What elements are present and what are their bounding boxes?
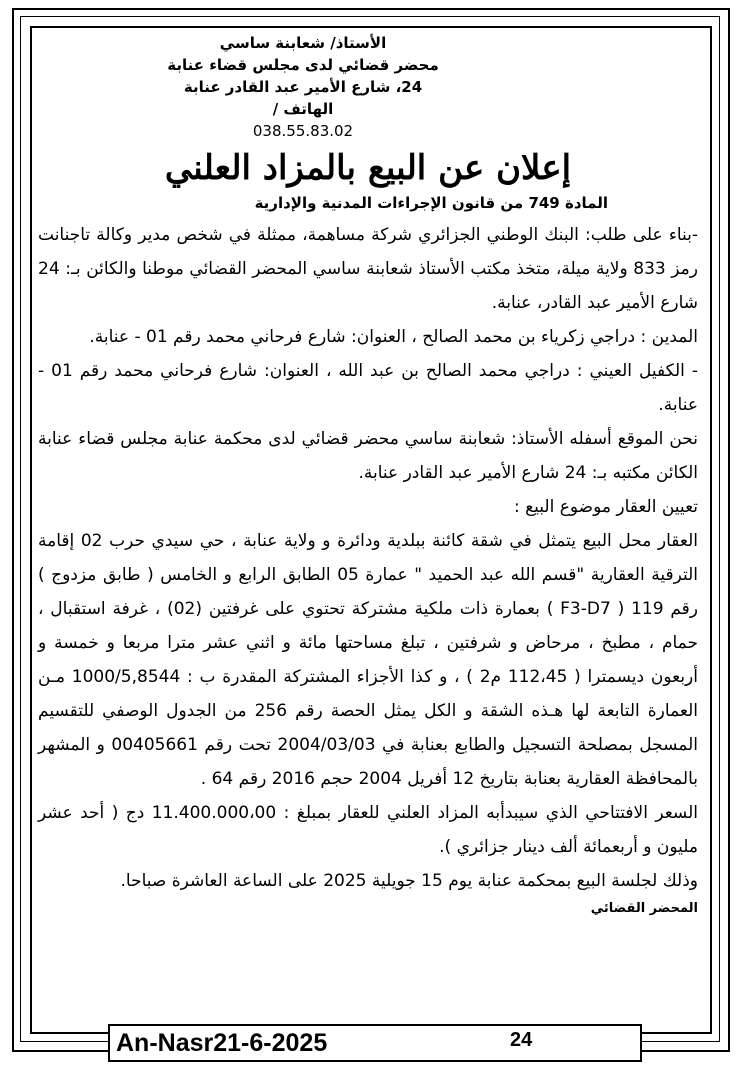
publication-date: An-Nasr21-6-2025	[116, 1028, 328, 1057]
header-block	[38, 32, 568, 142]
paragraph-requester: -بناء على طلب: البنك الوطني الجزائري شركة مساهمة، ممثلة في شخص مدير وكالة تاجنانت رمز 833 ولاية ميلة، متخذ مكتب الأستاذ شعابنة ساسي المحضر القضائي موطنا والكائن بـ: 24 شارع الأمير عبد القادر، عنابة.	[38, 225, 698, 313]
lawyer-name: الأستاذ/ شعابنة ساسي	[219, 34, 387, 52]
office-address: 24، شارع الأمير عبد القادر عنابة	[183, 78, 423, 96]
signature: المحضر القضائي	[590, 901, 698, 916]
notice-body	[38, 218, 698, 898]
notice-content	[38, 32, 698, 920]
paragraph-bailiff: نحن الموقع أسفله الأستاذ: شعابنة ساسي محضر قضائي لدى محكمة عنابة مجلس قضاء عنابة الكائن مكتبه بـ: 24 شارع الأمير عبد القادر عنابة.	[38, 429, 698, 483]
phone-number: 038.55.83.02	[252, 122, 354, 140]
legal-article: المادة 749 من قانون الإجراءات المدنية والإدارية	[254, 194, 608, 212]
paragraph-property-heading: تعيين العقار موضوع البيع :	[513, 497, 698, 517]
paragraph-sale-session: وذلك لجلسة البيع بمحكمة عنابة يوم 15 جويلية 2025 على الساعة العاشرة صباحا.	[120, 871, 698, 891]
phone-label: الهاتف /	[272, 100, 334, 118]
footer-bar	[108, 1024, 642, 1062]
paragraph-guarantor: - الكفيل العيني : دراجي محمد الصالح بن عبد الله ، العنوان: شارع فرحاني محمد رقم 01 - عنابة.	[38, 361, 699, 415]
page-number: 24	[510, 1029, 533, 1051]
paragraph-property-description: العقار محل البيع يتمثل في شقة كائنة ببلدية ودائرة و ولاية عنابة ، حي سيدي حرب 02 إقامة الترقية العقارية "قسم الله عبد الحميد " عمارة 05 الطابق الرابع و الخامس ( طابق مزدوج ) رقم 119 ( F3-D7 ) بعمارة ذات ملكية مشتركة تحتوي على غرفتين (02) ، غرفة استقبال ، حمام ، مطبخ ، مرحاض و شرفتين ، تبلغ مساحتها مائة و اثني عشر مترا مربعا و خمسة و أربعون ديسمترا ( 112،45 م2 ) ، و كذا الأجزاء المشتركة المقدرة ب : 1000/5,8544 مـن العمارة التابعة لها هـذه الشقة و الكل يمثل الحصة رقم 256 من الجدول الوصفي للتقسيم المسجل بمصلحة التسجيل والطابع بعنابة في 2004/03/03 تحت رقم 00405661 و المشهر بالمحافظة العقارية بعنابة بتاريخ 12 أفريل 2004 حجم 2016 رقم 64 .	[38, 531, 699, 789]
paragraph-debtor: المدين : دراجي زكرياء بن محمد الصالح ، العنوان: شارع فرحاني محمد رقم 01 - عنابة.	[89, 327, 698, 347]
paragraph-opening-price: السعر الافتتاحي الذي سيبدأبه المزاد العلني للعقار بمبلغ : 11.400.000،00 دج ( أحد عشر مليون و أربعمائة ألف دينار جزائري ).	[38, 803, 698, 857]
office-name: محضر قضائي لدى مجلس قضاء عنابة	[167, 56, 439, 74]
notice-title: إعلان عن البيع بالمزاد العلني	[164, 148, 572, 188]
phone-line	[38, 98, 568, 120]
